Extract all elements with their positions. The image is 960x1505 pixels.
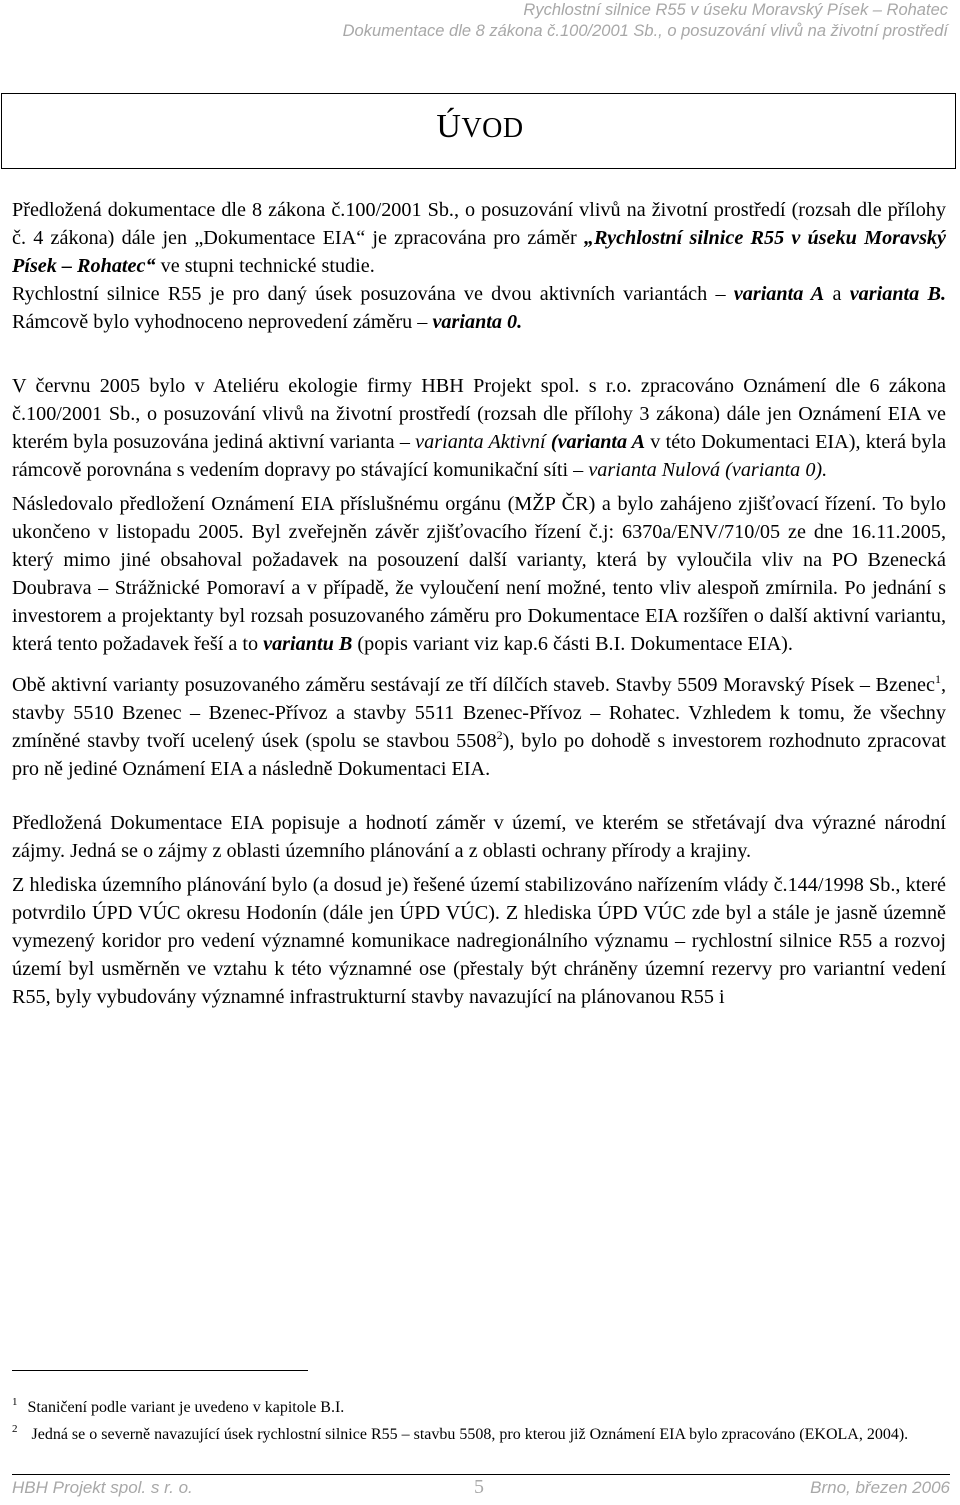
p1-project-name: „Rychlostní silnice R55 v úseku Moravský Písek – Rohatec“ [12,227,946,277]
p2-text-a: Rychlostní silnice R55 je pro daný úsek posuzována ve dvou aktivních variantách – [12,283,726,305]
footer-rule [12,1474,950,1475]
footnote-separator [12,1370,308,1371]
p5-text-b: , stavby 5510 Bzenec – Bzenec-Přívoz a stavby 5511 Bzenec-Přívoz – Rohatec. Vzhledem k tomu, že všechny zmíněné stavby tvoří ucelený úsek (spolu se stavbou 5508 [12,674,946,752]
p3-variant-aktivni: varianta Aktivní [415,431,546,453]
p3-text-d: v této Dokumentaci EIA), která byla rámcově porovnána s vedením dopravy po stávající komunikační síti – [12,431,947,481]
paragraph-6: Předložená Dokumentace EIA popisuje a hodnotí záměr v území, ve kterém se střetávají dva výrazné národní zájmy. Jedná se o zájmy z oblasti územního plánování a z oblasti ochrany přírody a krajiny. [12,812,946,862]
page-footer [12,1478,950,1502]
footnote-2-text: Jedná se o severně navazující úsek rychlostní silnice R55 – stavbu 5508, pro kterou již Oznámení EIA bylo zpracováno (EKOLA, 2004). [31,1426,909,1443]
title-rest: VOD [461,113,524,144]
footnote-ref-2[interactable]: 2 [496,728,503,742]
running-header [343,0,948,42]
page-title [0,108,960,146]
footer-date: Brno, březen 2006 [810,1478,950,1497]
paragraph-7: Z hlediska územního plánování bylo (a dosud je) řešené území stabilizováno nařízením vlády č.144/1998 Sb., které potvrdilo ÚPD VÚC okresu Hodonín (dále jen ÚPD VÚC). Z hlediska ÚPD VÚC zde byl a stále je jasně územně vymezený koridor pro vedení významné komunikace nadregionálního významu – rychlostní silnice R55 a rozvoj území byl usměrněn ve vztahu k této významné ose (přestaly být chráněny územní rezervy pro variantní vedení R55, byly vybudovány významné infrastrukturní stavby navazující na plánovanou R55 i [12,874,946,1008]
p5-text-a: Obě aktivní varianty posuzovaného záměru sestávají ze tří dílčích staveb. Stavby 5509 Moravský Písek – Bzenec [12,674,935,696]
p1-text-c: ve stupni technické studie. [160,255,375,277]
p3-variant-nulova: varianta Nulová (varianta 0). [588,459,828,481]
p4-text-c: (popis variant viz kap.6 části B.I. Dokumentace EIA). [357,633,793,655]
p2-variant-b: varianta B. [849,283,947,305]
header-line-2: Dokumentace dle 8 zákona č.100/2001 Sb., o posuzování vlivů na životní prostředí [342,22,948,40]
footnote-2 [12,1419,946,1445]
footnote-1-number: 1 [12,1396,18,1408]
paragraph-5 [12,671,946,783]
footnote-ref-1[interactable]: 1 [934,672,941,686]
paragraph-2 [12,280,946,336]
footer-company: HBH Projekt spol. s r. o. [12,1478,193,1497]
p5-text-c: ), bylo po dohodě s investorem rozhodnuto zpracovat pro ně jediné Oznámení EIA a následně Dokumentaci EIA. [12,730,947,780]
p4-variant-b: variantu B [263,633,353,655]
document-body [12,196,946,1011]
p1-text-a: Předložená dokumentace dle 8 zákona č.100/2001 Sb., o posuzování vlivů na životní prostředí (rozsah dle přílohy č. 4 zákona) dále jen „Dokumentace EIA“ je zpracována pro záměr [12,199,946,249]
paragraph-1 [12,196,946,280]
header-line-1: Rychlostní silnice R55 v úseku Moravský Písek – Rohatec [523,1,948,19]
page-number: 5 [474,1476,484,1498]
p2-text-c: a [832,283,842,305]
footnote-1-text: Staničení podle variant je uvedeno v kapitole B.I. [27,1399,345,1416]
title-first-letter: Ú [436,108,462,145]
p2-variant-a: varianta A [733,283,825,305]
footnote-2-number: 2 [12,1423,18,1435]
paragraph-4 [12,490,946,658]
p2-text-e: Rámcově bylo vyhodnoceno neprovedení záměru – [12,311,428,333]
footnote-1 [12,1392,946,1418]
p2-variant-0: varianta 0. [432,311,523,333]
p4-text-a: Následovalo předložení Oznámení EIA příslušnému orgánu (MŽP ČR) a bylo zahájeno zjišťovací řízení. To bylo ukončeno v listopadu 2005. Byl zveřejněn závěr zjišťovacího řízení č.j: 6370a/ENV/710/05 ze dne 16.11.2005, který mimo jiné obsahoval požadavek na posouzení další varianty, která by vyloučila vliv na PO Bzenecká Doubrava – Strážnické Pomoraví a v případě, že vyloučení není možné, tento vliv alespoň zmírnila. Po jednání s investorem a projektanty byl rozsah posuzovaného záměru pro Dokumentace EIA rozšířen o další aktivní variantu, která tento požadavek řeší a to [12,493,946,655]
p3-text-a: V červnu 2005 bylo v Ateliéru ekologie firmy HBH Projekt spol. s r.o. zpracováno Oznámení dle 6 zákona č.100/2001 Sb., o posuzování vlivů na životní prostředí (rozsah dle přílohy 3 zákona) dále jen Oznámení EIA ve kterém byla posuzována jediná aktivní varianta – [12,375,946,453]
paragraph-3 [12,372,946,484]
p3-variant-a: (varianta A [550,431,646,453]
